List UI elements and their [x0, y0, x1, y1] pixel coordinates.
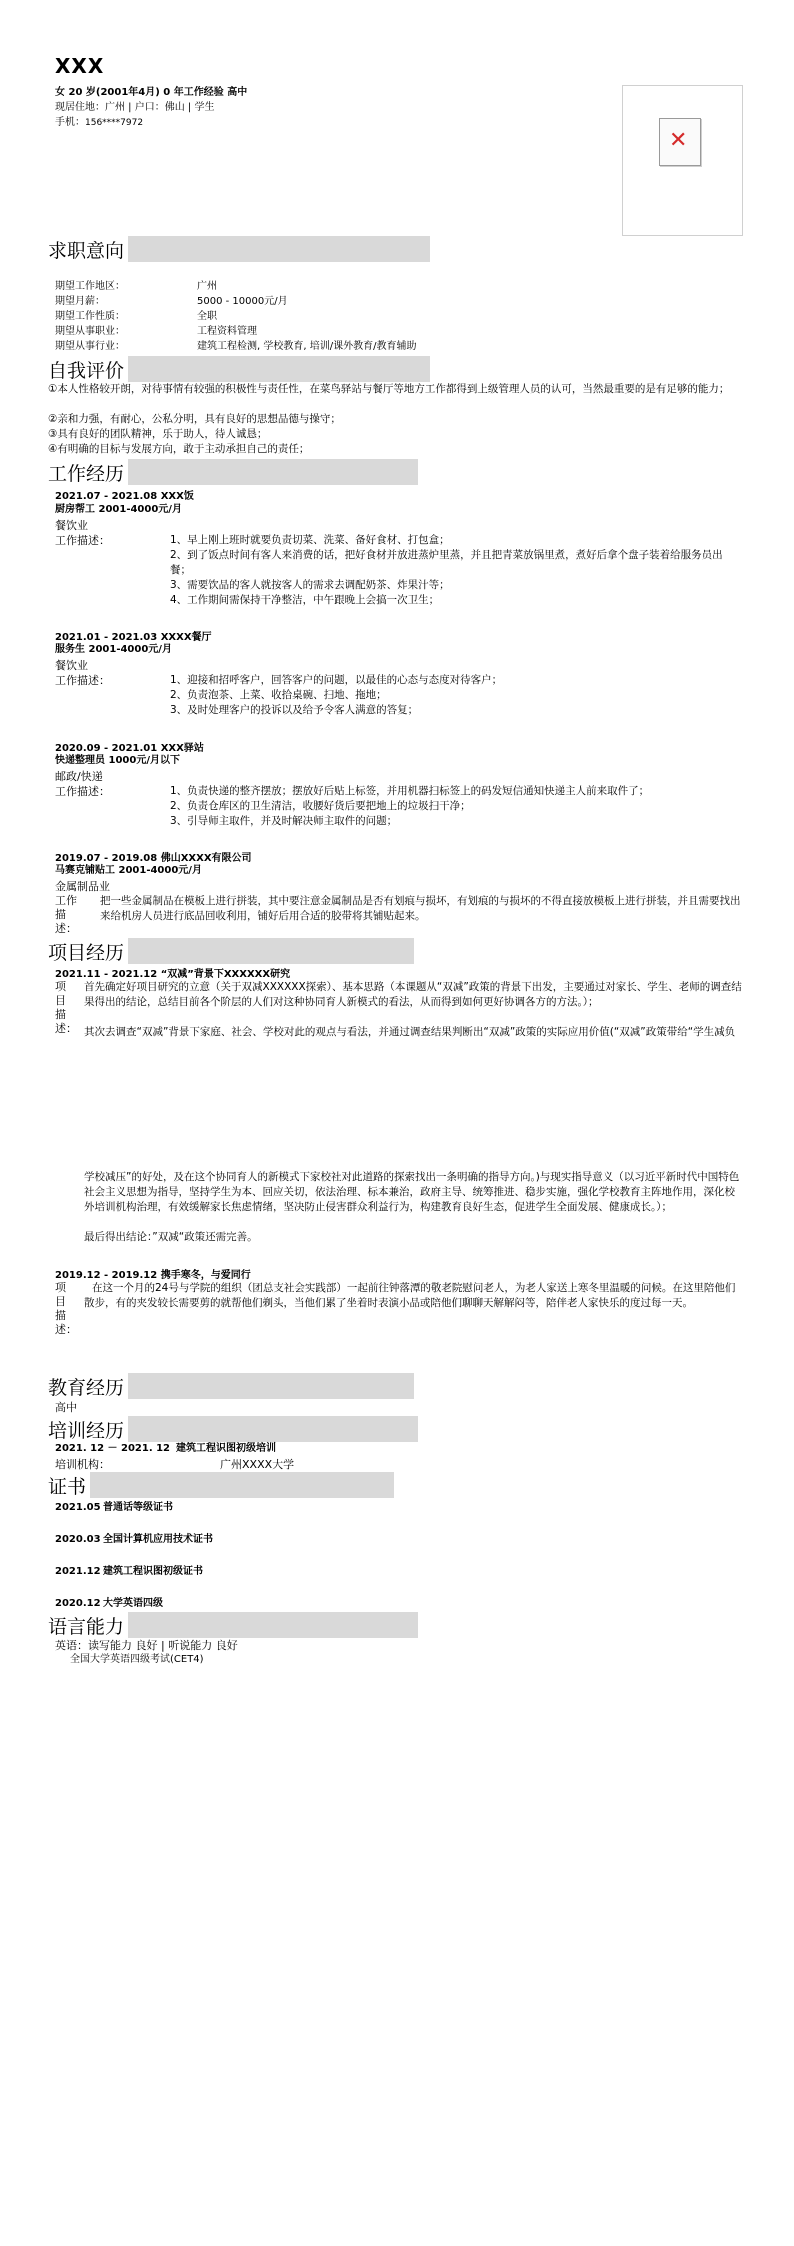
- section-education: [48, 1373, 414, 1399]
- self-eval-item: ④有明确的目标与发展方向，敢于主动承担自己的责任；: [48, 443, 310, 455]
- intent-label: 期望工作性质：: [55, 311, 125, 322]
- residence-line: 现居住地：广州 | 户口：佛山 | 学生: [55, 102, 215, 113]
- project-desc-item: 首先确定好项目研究的立意（关于双减XXXXXX探索）、基本思路（本课题从“双减”政策的背景下出发，主要通过对家长、学生、老师的调查结果得出的结论，总结目前各个阶层的人们对这种协同育人新模式的看法，从而得到如何更好协调各方的方法。）；: [84, 981, 742, 1008]
- job-desc-label: 工作描述：: [55, 674, 110, 687]
- intent-label: 期望月薪：: [55, 296, 105, 307]
- cert-date: 2020.12: [55, 1598, 101, 1609]
- section-training: [48, 1416, 418, 1442]
- job-desc-item: 1、负责快递的整齐摆放；摆放好后贴上标签，并用机器扫标签上的码发短信通知快递主人前来取件了；: [170, 785, 650, 797]
- project-desc-item: 学校减压”的好处，及在这个协同育人的新模式下家校社对此道路的探索找出一条明确的指导方向。)与现实指导意义（以习近平新时代中国特色社会主义思想为指导，坚持学生为本、回应关切，依法治理、标本兼治，政府主导、统筹推进、稳步实施，强化学校教育主阵地作用，深化校外培训机构治理，有效缓解家长焦虑情绪，坚决防止侵害群众利益行为，构建教育良好生态，促进学生全面发展、健康成长。）；: [84, 1171, 740, 1213]
- profile-photo: [622, 85, 743, 236]
- job-desc-item: 2、负责泡茶、上菜、收拾桌碗、扫地、拖地；: [170, 689, 387, 701]
- training-org: 广州XXXX大学: [220, 1458, 295, 1471]
- section-title: 自我评价: [48, 356, 128, 383]
- job-period: 2021.01 - 2021.03 XXXX餐厅: [55, 632, 212, 643]
- phone-number[interactable]: 156****7972: [85, 118, 144, 128]
- intent-label: 期望从事职业：: [55, 326, 125, 337]
- broken-image-icon: ✕: [659, 118, 701, 166]
- project-desc-item: 其次去调查“双减”背景下家庭、社会、学校对此的观点与看法，并通过调查结果判断出“双减”政策的实际应用价值(“双减”政策带给“学生减负: [84, 1026, 736, 1038]
- training-org-label: 培训机构：: [55, 1458, 110, 1471]
- project-desc-item: 最后得出结论：”双减“政策还需完善。: [84, 1231, 258, 1243]
- cert-date: 2021.05: [55, 1502, 101, 1513]
- project-desc-label: 项目描述：: [55, 980, 77, 1035]
- cert-date: 2020.03: [55, 1534, 101, 1545]
- section-title: 工作经历: [48, 459, 128, 486]
- training-course: 建筑工程识图初级培训: [176, 1443, 276, 1454]
- job-desc-item: 1、迎接和招呼客户，回答客户的问题，以最佳的心态与态度对待客户；: [170, 674, 503, 686]
- basic-info-line: 女 20 岁(2001年4月) 0 年工作经验 高中: [55, 87, 248, 98]
- section-work-experience: [48, 459, 418, 485]
- section-title: 项目经历: [48, 938, 128, 965]
- project-desc-label: 项目描述：: [55, 1281, 77, 1336]
- section-project-experience: [48, 938, 414, 964]
- cert-name: 大学英语四级: [103, 1598, 163, 1609]
- education-level: 高中: [55, 1401, 77, 1414]
- job-desc-item: 1、早上刚上班时就要负责切菜、洗菜、备好食材、打包盒；: [170, 534, 450, 546]
- job-industry: 餐饮业: [55, 519, 88, 532]
- job-desc-item: 3、引导师主取件，并及时解决师主取件的问题；: [170, 815, 398, 827]
- project-desc-item: 在这一个月的24号与学院的组织（团总支社会实践部）一起前往钟落潭的敬老院慰问老人，为老人家送上寒冬里温暖的问候。在这里陪他们散步，有的夹发较长需要剪的就帮他们剃头，当他们累了坐着时表演小品或陪他们聊聊天解解闷等，陪伴老人家快乐的度过每一天。: [84, 1282, 736, 1309]
- job-desc-label: 工作描述：: [55, 894, 77, 935]
- section-title: 教育经历: [48, 1373, 128, 1400]
- section-title: 培训经历: [48, 1416, 128, 1443]
- phone-label: 手机：: [55, 117, 85, 128]
- intent-label: 期望从事行业：: [55, 341, 125, 352]
- section-title: 证书: [48, 1472, 90, 1499]
- project-period: 2019.12 - 2019.12 携手寒冬，与爱同行: [55, 1270, 251, 1281]
- intent-value: 工程资料管理: [197, 326, 257, 337]
- intent-value: 5000 - 10000元/月: [197, 296, 288, 307]
- self-eval-item: ②亲和力强，有耐心，公私分明，具有良好的思想品德与操守；: [48, 413, 341, 425]
- job-industry: 邮政/快递: [55, 770, 103, 783]
- job-period: 2021.07 - 2021.08 XXX饭: [55, 491, 194, 502]
- section-job-intent: [48, 236, 430, 262]
- job-desc-item: 3、需要饮品的客人就按客人的需求去调配奶茶、炸果汁等；: [170, 579, 450, 591]
- intent-label: 期望工作地区：: [55, 281, 125, 292]
- job-desc-item: 4、工作期间需保持干净整洁，中午跟晚上会搞一次卫生；: [170, 594, 440, 606]
- language-cert: 全国大学英语四级考试(CET4): [70, 1654, 204, 1665]
- job-desc-item: 2、负责仓库区的卫生清洁，收腰好货后要把地上的垃圾扫干净；: [170, 800, 471, 812]
- section-title: 求职意向: [48, 236, 128, 263]
- job-title: 快递整理员 1000元/月以下: [55, 755, 180, 766]
- cert-date: 2021.12: [55, 1566, 101, 1577]
- job-desc-label: 工作描述：: [55, 785, 110, 798]
- section-certificates: [48, 1472, 394, 1498]
- job-period: 2019.07 - 2019.08 佛山XXXX有限公司: [55, 853, 252, 864]
- intent-value: 广州: [197, 281, 217, 292]
- training-period: 2021. 12 － 2021. 12: [55, 1443, 171, 1454]
- self-eval-item: ①本人性格较开朗，对待事情有较强的积极性与责任性，在菜鸟驿站与餐厅等地方工作都得到上级管理人员的认可，当然最重要的是有足够的能力；: [48, 383, 730, 395]
- job-industry: 餐饮业: [55, 659, 88, 672]
- section-language: [48, 1612, 418, 1638]
- section-self-evaluation: [48, 356, 430, 382]
- job-desc-item: 把一些金属制品在模板上进行拼装，其中要注意金属制品是否有划痕与损坏，有划痕的与损坏的不得直接放模板上进行拼装，并且需要找出来给机房人员进行底品回收利用，铺好后用合适的胶带将其铺贴起来。: [100, 895, 741, 922]
- cert-name: 全国计算机应用技术证书: [103, 1534, 213, 1545]
- intent-value: 建筑工程检测, 学校教育, 培训/课外教育/教育辅助: [197, 341, 417, 352]
- phone-line: [55, 116, 143, 130]
- job-desc-item: 2、到了饭点时间有客人来消费的话，把好食材并放进蒸炉里蒸，并且把青菜放锅里煮，煮好后拿个盘子装着给服务员出餐；: [170, 549, 723, 576]
- section-title: 语言能力: [48, 1612, 128, 1639]
- job-industry: 金属制品业: [55, 880, 110, 893]
- self-eval-item: ③具有良好的团队精神，乐于助人，待人诚恳；: [48, 428, 268, 440]
- job-title: 厨房帮工 2001-4000元/月: [55, 504, 182, 515]
- language-skill: 英语：读写能力 良好 | 听说能力 良好: [55, 1639, 238, 1652]
- job-title: 马赛克铺贴工 2001-4000元/月: [55, 865, 202, 876]
- job-period: 2020.09 - 2021.01 XXX驿站: [55, 743, 204, 754]
- job-desc-item: 3、及时处理客户的投诉以及给予令客人满意的答复；: [170, 704, 419, 716]
- cert-name: 建筑工程识图初级证书: [103, 1566, 203, 1577]
- candidate-name: XXX: [55, 54, 105, 78]
- cert-name: 普通话等级证书: [103, 1502, 173, 1513]
- project-period: 2021.11 - 2021.12 “双减”背景下XXXXXX研究: [55, 969, 291, 980]
- job-title: 服务生 2001-4000元/月: [55, 644, 172, 655]
- job-desc-label: 工作描述：: [55, 534, 110, 547]
- intent-value: 全职: [197, 311, 217, 322]
